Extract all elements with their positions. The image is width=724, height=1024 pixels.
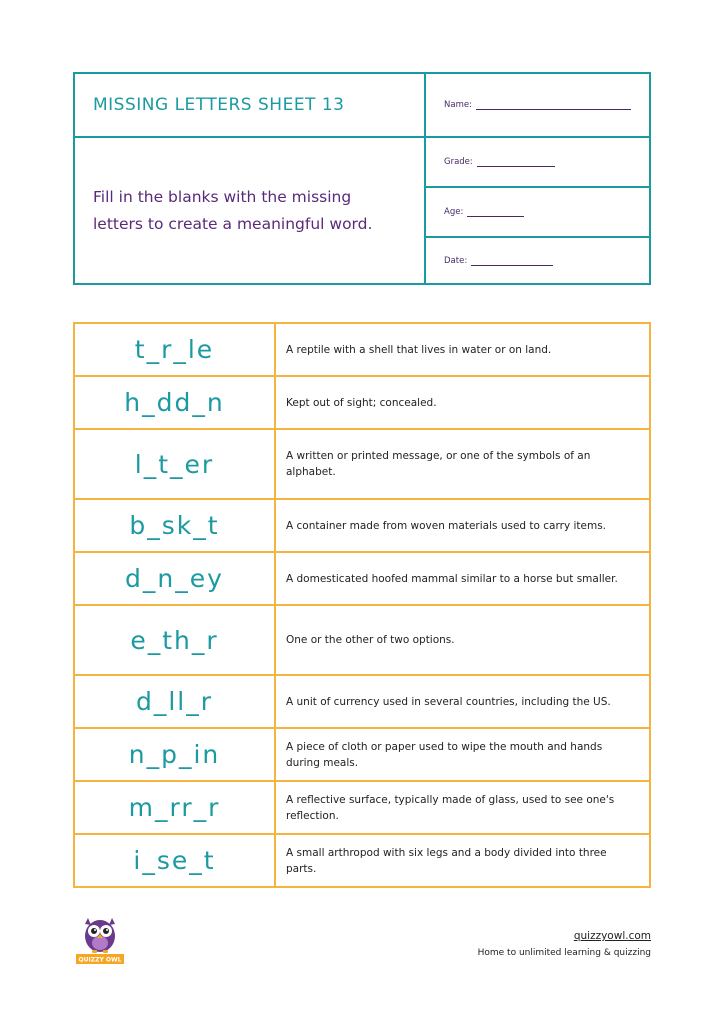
logo-brand-text: QUIZZY OWL [78, 956, 122, 964]
puzzle-word: n_p_in [74, 728, 275, 781]
date-label: Date: [444, 255, 468, 266]
table-row [74, 605, 650, 675]
word-clue: A small arthropod with six legs and a body divided into three parts. [275, 834, 650, 887]
table-row [74, 781, 650, 834]
word-clue: A reflective surface, typically made of glass, used to see one's reflection. [275, 781, 650, 834]
word-clue: Kept out of sight; concealed. [275, 376, 650, 429]
age-blank-line [467, 207, 524, 217]
owl-logo-icon [76, 912, 124, 964]
site-tagline: Home to unlimited learning & quizzing [477, 948, 651, 958]
age-field [426, 188, 649, 238]
grade-field [426, 138, 649, 188]
puzzle-word: b_sk_t [74, 499, 275, 552]
name-label: Name: [444, 100, 472, 110]
puzzle-word: d_ll_r [74, 675, 275, 728]
word-clue: One or the other of two options. [275, 605, 650, 675]
table-row [74, 675, 650, 728]
header-left-panel [75, 74, 426, 283]
name-blank-line [476, 100, 631, 110]
table-row [74, 323, 650, 376]
grade-label: Grade: [444, 157, 473, 167]
puzzle-word: h_dd_n [74, 376, 275, 429]
word-clue: A reptile with a shell that lives in water or on land. [275, 323, 650, 376]
word-clue: A container made from woven materials used to carry items. [275, 499, 650, 552]
puzzle-word: t_r_le [74, 323, 275, 376]
date-field [426, 238, 649, 283]
date-blank-line [471, 256, 553, 266]
table-row [74, 429, 650, 499]
student-info-panel [426, 74, 649, 283]
puzzle-word: d_n_ey [74, 552, 275, 605]
table-row [74, 834, 650, 887]
word-clue: A piece of cloth or paper used to wipe the mouth and hands during meals. [275, 728, 650, 781]
word-clue: A written or printed message, or one of the symbols of an alphabet. [275, 429, 650, 499]
puzzle-word: l_t_er [74, 429, 275, 499]
site-link[interactable]: quizzyowl.com [573, 930, 651, 942]
table-row [74, 499, 650, 552]
table-row [74, 728, 650, 781]
instructions: Fill in the blanks with the missing letters to create a meaningful word. [93, 187, 373, 233]
word-clue: A domesticated hoofed mammal similar to a horse but smaller. [275, 552, 650, 605]
worksheet-header [73, 72, 651, 285]
table-row [74, 376, 650, 429]
puzzle-word: m_rr_r [74, 781, 275, 834]
table-row [74, 552, 650, 605]
worksheet-title: MISSING LETTERS SHEET 13 [75, 74, 424, 138]
puzzle-word: i_se_t [74, 834, 275, 887]
grade-blank-line [477, 157, 555, 167]
puzzle-word: e_th_r [74, 605, 275, 675]
word-clue: A unit of currency used in several countries, including the US. [275, 675, 650, 728]
name-field [426, 74, 649, 138]
age-label: Age: [444, 207, 464, 217]
missing-letters-table [73, 322, 651, 888]
